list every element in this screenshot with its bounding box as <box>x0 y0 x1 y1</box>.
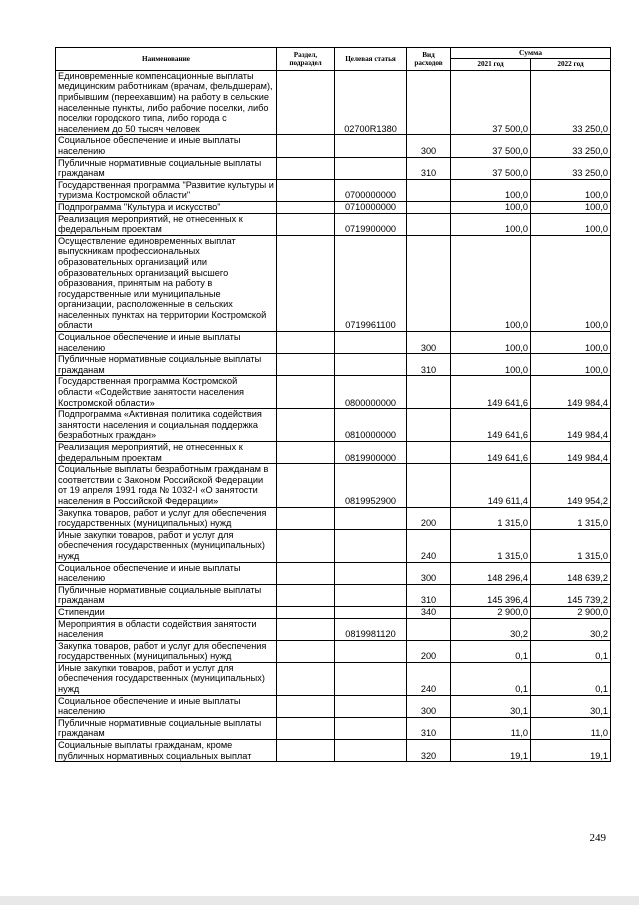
table-row <box>56 235 611 331</box>
cell-2022: 148 639,2 <box>531 562 611 584</box>
cell-2022: 11,0 <box>531 717 611 739</box>
cell-name: Подпрограмма «Активная политика содействия занятости населения и социальная поддержка безработных граждан» <box>56 409 277 442</box>
cell-2022: 33 250,0 <box>531 135 611 157</box>
table-row <box>56 618 611 640</box>
cell-2021: 37 500,0 <box>451 70 531 135</box>
table-header <box>56 48 611 71</box>
cell-target: 0810000000 <box>335 409 407 442</box>
cell-type <box>407 179 451 201</box>
cell-name: Реализация мероприятий, не отнесенных к федеральным проектам <box>56 442 277 464</box>
cell-name: Иные закупки товаров, работ и услуг для обеспечения государственных (муниципальных) нужд <box>56 662 277 695</box>
cell-target: 0819900000 <box>335 442 407 464</box>
cell-2022: 2 900,0 <box>531 606 611 618</box>
cell-section <box>277 464 335 507</box>
cell-type: 240 <box>407 529 451 562</box>
cell-section <box>277 662 335 695</box>
cell-2022: 149 984,4 <box>531 409 611 442</box>
cell-2021: 100,0 <box>451 235 531 331</box>
cell-target <box>335 717 407 739</box>
cell-type <box>407 201 451 213</box>
cell-name: Закупка товаров, работ и услуг для обеспечения государственных (муниципальных) нужд <box>56 507 277 529</box>
table-row <box>56 409 611 442</box>
cell-type: 310 <box>407 157 451 179</box>
cell-name: Государственная программа Костромской области «Содействие занятости населения Костромской области» <box>56 376 277 409</box>
cell-section <box>277 409 335 442</box>
cell-2022: 33 250,0 <box>531 70 611 135</box>
table-row <box>56 695 611 717</box>
header-type: Вид расходов <box>407 48 451 71</box>
cell-2021: 100,0 <box>451 354 531 376</box>
cell-2021: 19,1 <box>451 740 531 762</box>
cell-section <box>277 157 335 179</box>
cell-target <box>335 507 407 529</box>
cell-2021: 0,1 <box>451 662 531 695</box>
cell-type: 300 <box>407 695 451 717</box>
cell-name: Социальные выплаты гражданам, кроме публичных нормативных социальных выплат <box>56 740 277 762</box>
table-row <box>56 157 611 179</box>
cell-section <box>277 201 335 213</box>
cell-2021: 100,0 <box>451 179 531 201</box>
cell-2022: 33 250,0 <box>531 157 611 179</box>
cell-2022: 100,0 <box>531 179 611 201</box>
cell-target: 0819952900 <box>335 464 407 507</box>
cell-2021: 30,2 <box>451 618 531 640</box>
cell-name: Закупка товаров, работ и услуг для обеспечения государственных (муниципальных) нужд <box>56 640 277 662</box>
cell-section <box>277 717 335 739</box>
cell-type: 300 <box>407 332 451 354</box>
page-number: 249 <box>589 832 606 844</box>
cell-type: 310 <box>407 584 451 606</box>
cell-2022: 0,1 <box>531 662 611 695</box>
cell-2022: 100,0 <box>531 332 611 354</box>
header-2021: 2021 год <box>451 59 531 70</box>
cell-name: Государственная программа "Развитие культуры и туризма Костромской области" <box>56 179 277 201</box>
table-row <box>56 376 611 409</box>
cell-2022: 145 739,2 <box>531 584 611 606</box>
cell-section <box>277 562 335 584</box>
cell-name: Единовременные компенсационные выплаты медицинским работникам (врачам, фельдшерам), прибывшим (переехавшим) на работу в сельские населенные пункты, либо рабочие поселки, либо поселки городского типа, либо города с населением до 50 тысяч человек <box>56 70 277 135</box>
table-row <box>56 213 611 235</box>
cell-2021: 148 296,4 <box>451 562 531 584</box>
cell-2022: 0,1 <box>531 640 611 662</box>
cell-target: 02700R1380 <box>335 70 407 135</box>
cell-2021: 0,1 <box>451 640 531 662</box>
cell-name: Публичные нормативные социальные выплаты гражданам <box>56 157 277 179</box>
cell-name: Мероприятия в области содействия занятости населения <box>56 618 277 640</box>
cell-section <box>277 740 335 762</box>
cell-type: 310 <box>407 717 451 739</box>
table-row <box>56 201 611 213</box>
cell-section <box>277 442 335 464</box>
table-row <box>56 354 611 376</box>
table-row <box>56 464 611 507</box>
cell-target <box>335 695 407 717</box>
table-row <box>56 584 611 606</box>
cell-target: 0719961100 <box>335 235 407 331</box>
cell-2021: 149 641,6 <box>451 376 531 409</box>
cell-name: Реализация мероприятий, не отнесенных к федеральным проектам <box>56 213 277 235</box>
table-row <box>56 179 611 201</box>
table-row <box>56 135 611 157</box>
cell-type <box>407 235 451 331</box>
cell-2021: 1 315,0 <box>451 529 531 562</box>
cell-target <box>335 529 407 562</box>
table-row <box>56 562 611 584</box>
cell-section <box>277 179 335 201</box>
cell-target <box>335 662 407 695</box>
cell-2021: 30,1 <box>451 695 531 717</box>
cell-2021: 100,0 <box>451 213 531 235</box>
table-row <box>56 442 611 464</box>
cell-section <box>277 606 335 618</box>
cell-2021: 149 641,6 <box>451 409 531 442</box>
cell-type: 200 <box>407 507 451 529</box>
cell-section <box>277 213 335 235</box>
table-row <box>56 529 611 562</box>
cell-target: 0800000000 <box>335 376 407 409</box>
cell-2021: 37 500,0 <box>451 157 531 179</box>
cell-target <box>335 354 407 376</box>
cell-2022: 1 315,0 <box>531 529 611 562</box>
cell-section <box>277 354 335 376</box>
cell-section <box>277 70 335 135</box>
table-body <box>56 70 611 761</box>
cell-type: 310 <box>407 354 451 376</box>
cell-2022: 30,2 <box>531 618 611 640</box>
cell-target <box>335 584 407 606</box>
cell-name: Публичные нормативные социальные выплаты гражданам <box>56 354 277 376</box>
cell-section <box>277 235 335 331</box>
cell-section <box>277 584 335 606</box>
cell-target <box>335 740 407 762</box>
table-row <box>56 662 611 695</box>
cell-type <box>407 442 451 464</box>
cell-target <box>335 606 407 618</box>
cell-2022: 1 315,0 <box>531 507 611 529</box>
cell-target: 0710000000 <box>335 201 407 213</box>
cell-target <box>335 640 407 662</box>
cell-2021: 100,0 <box>451 201 531 213</box>
table-row <box>56 606 611 618</box>
cell-target: 0700000000 <box>335 179 407 201</box>
cell-target: 0719900000 <box>335 213 407 235</box>
cell-name: Социальное обеспечение и иные выплаты населению <box>56 562 277 584</box>
cell-2021: 11,0 <box>451 717 531 739</box>
cell-name: Осуществление единовременных выплат выпускникам профессиональных образовательных организаций или образовательных организаций высшего образования, принятым на работу в государственные или муниципальные организации, расположенные в сельских населенных пунктах на территории Костромской области <box>56 235 277 331</box>
cell-name: Социальное обеспечение и иные выплаты населению <box>56 135 277 157</box>
cell-target <box>335 135 407 157</box>
cell-2021: 37 500,0 <box>451 135 531 157</box>
cell-name: Социальное обеспечение и иные выплаты населению <box>56 332 277 354</box>
cell-type <box>407 70 451 135</box>
cell-type: 340 <box>407 606 451 618</box>
header-2022: 2022 год <box>531 59 611 70</box>
cell-type <box>407 464 451 507</box>
cell-name: Публичные нормативные социальные выплаты гражданам <box>56 584 277 606</box>
cell-2021: 1 315,0 <box>451 507 531 529</box>
cell-section <box>277 507 335 529</box>
cell-2022: 30,1 <box>531 695 611 717</box>
cell-type: 300 <box>407 135 451 157</box>
cell-section <box>277 135 335 157</box>
budget-table <box>55 47 611 762</box>
cell-name: Публичные нормативные социальные выплаты гражданам <box>56 717 277 739</box>
cell-2022: 100,0 <box>531 354 611 376</box>
cell-2022: 149 984,4 <box>531 442 611 464</box>
cell-type <box>407 409 451 442</box>
cell-section <box>277 332 335 354</box>
cell-2022: 149 954,2 <box>531 464 611 507</box>
cell-2021: 145 396,4 <box>451 584 531 606</box>
table-row <box>56 70 611 135</box>
table-row <box>56 332 611 354</box>
cell-name: Социальное обеспечение и иные выплаты населению <box>56 695 277 717</box>
cell-type <box>407 376 451 409</box>
cell-type: 200 <box>407 640 451 662</box>
cell-2022: 100,0 <box>531 235 611 331</box>
cell-type: 240 <box>407 662 451 695</box>
cell-type <box>407 213 451 235</box>
cell-2021: 149 641,6 <box>451 442 531 464</box>
cell-target: 0819981120 <box>335 618 407 640</box>
cell-2022: 100,0 <box>531 201 611 213</box>
cell-section <box>277 529 335 562</box>
cell-section <box>277 640 335 662</box>
table-row <box>56 507 611 529</box>
table-row <box>56 740 611 762</box>
cell-name: Социальные выплаты безработным гражданам в соответствии с Законом Российской Федерации от 19 апреля 1991 года № 1032-I «О занятости населения в Российской Федерации» <box>56 464 277 507</box>
cell-type: 320 <box>407 740 451 762</box>
cell-target <box>335 157 407 179</box>
table-row <box>56 717 611 739</box>
header-name: Наименование <box>56 48 277 71</box>
header-section: Раздел, подраздел <box>277 48 335 71</box>
cell-target <box>335 562 407 584</box>
cell-name: Стипендии <box>56 606 277 618</box>
cell-section <box>277 376 335 409</box>
cell-2022: 149 984,4 <box>531 376 611 409</box>
cell-name: Иные закупки товаров, работ и услуг для обеспечения государственных (муниципальных) нужд <box>56 529 277 562</box>
cell-2021: 2 900,0 <box>451 606 531 618</box>
header-sum: Сумма <box>451 48 611 59</box>
cell-2021: 149 611,4 <box>451 464 531 507</box>
cell-type: 300 <box>407 562 451 584</box>
cell-2022: 19,1 <box>531 740 611 762</box>
cell-section <box>277 695 335 717</box>
cell-type <box>407 618 451 640</box>
cell-section <box>277 618 335 640</box>
cell-name: Подпрограмма "Культура и искусство" <box>56 201 277 213</box>
table-row <box>56 640 611 662</box>
scan-edge <box>0 896 639 905</box>
cell-2021: 100,0 <box>451 332 531 354</box>
header-target: Целевая статья <box>335 48 407 71</box>
cell-2022: 100,0 <box>531 213 611 235</box>
cell-target <box>335 332 407 354</box>
